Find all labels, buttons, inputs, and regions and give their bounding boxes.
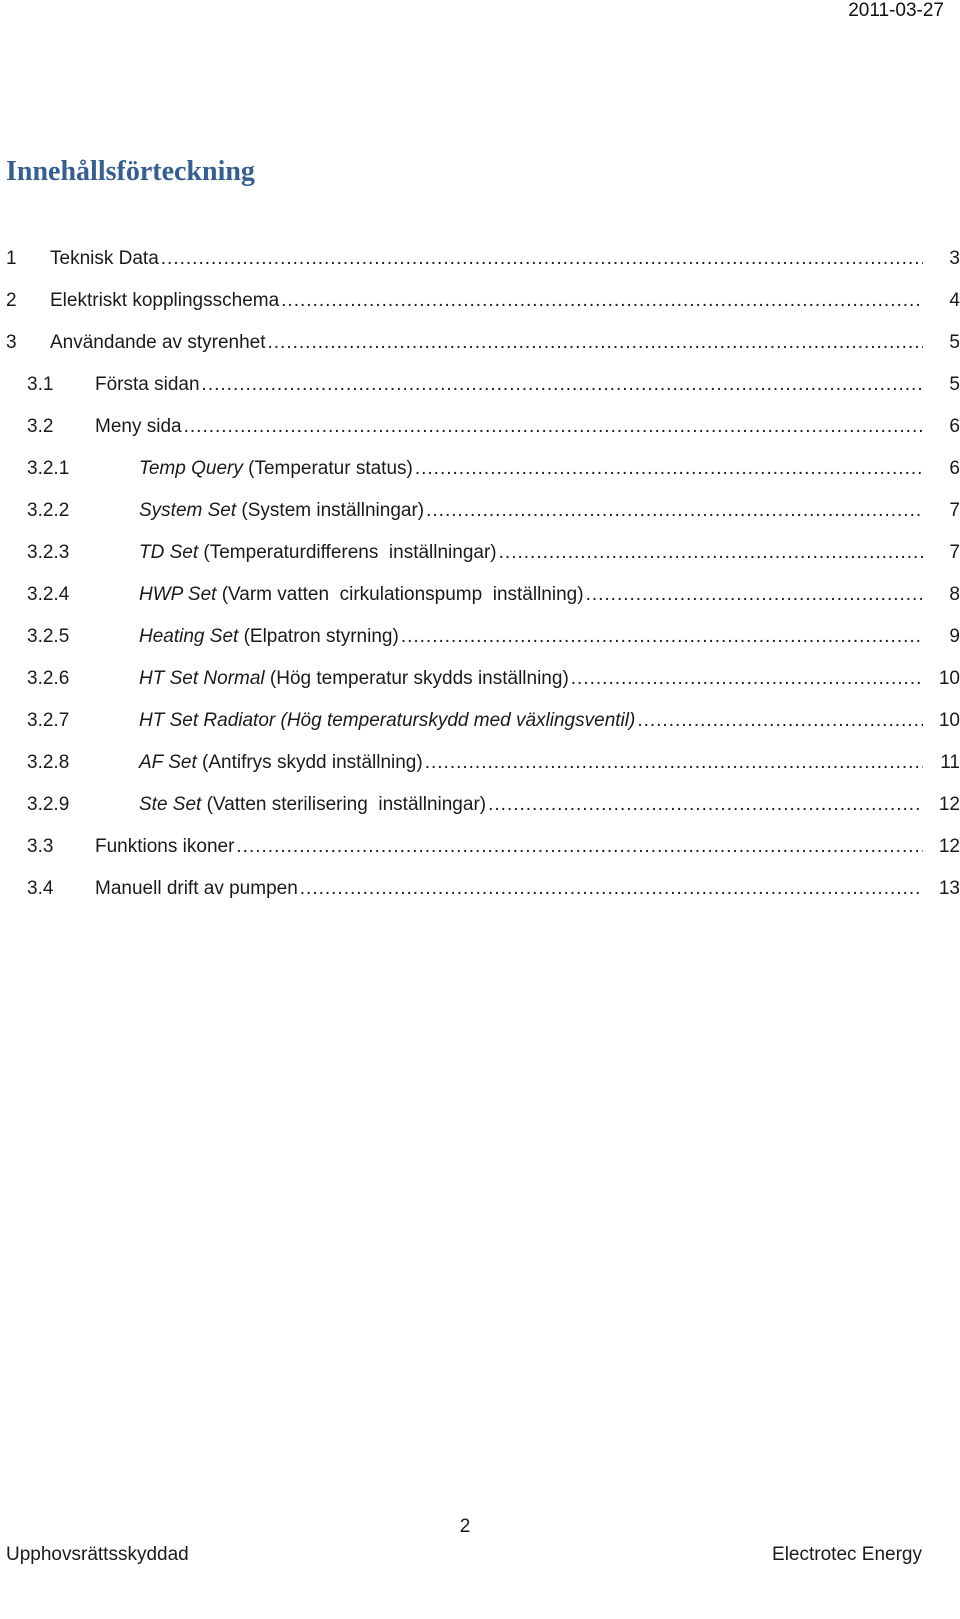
toc-entry-page: 3 [949, 248, 960, 269]
toc-entry-text [95, 834, 960, 860]
toc-entry-page: 4 [949, 290, 960, 311]
toc-entry[interactable] [6, 456, 960, 498]
toc-entry-text [139, 666, 960, 692]
toc-entry-number: 3.2 [27, 416, 54, 437]
toc-entry-page: 12 [938, 836, 960, 857]
toc-entry-number: 3.2.9 [27, 794, 70, 815]
toc-entry-italic-title: Temp Query [139, 458, 243, 479]
toc-entry-title: Manuell drift av pumpen [95, 878, 298, 899]
toc-entry-title: (Varm vatten cirkulationspump inställning) [216, 584, 584, 605]
toc-entry[interactable] [6, 750, 960, 792]
toc-entry-number: 3.2.3 [27, 542, 70, 563]
toc-entry-italic-title: AF Set [139, 752, 197, 773]
toc-entry-text [50, 288, 960, 314]
toc-dot-leader [488, 792, 923, 818]
toc-dot-leader [586, 582, 923, 608]
toc-entry-text [139, 708, 960, 734]
toc-entry-number: 3.2.1 [27, 458, 70, 479]
toc-entry-text [139, 456, 960, 482]
toc-entry-number: 3.2.8 [27, 752, 70, 773]
toc-entry-page: 12 [938, 794, 960, 815]
toc-entry-page: 10 [938, 710, 960, 731]
toc-entry[interactable] [6, 876, 960, 918]
toc-dot-leader [300, 876, 923, 902]
toc-entry-page: 8 [949, 584, 960, 605]
toc-entry-number: 3.4 [27, 878, 54, 899]
toc-entry-page: 5 [949, 374, 960, 395]
toc-entry-page: 11 [940, 752, 960, 773]
toc-dot-leader [184, 414, 923, 440]
toc-entry-title: (Antifrys skydd inställning) [196, 752, 423, 773]
toc-entry-title: Funktions ikoner [95, 836, 235, 857]
toc-entry[interactable] [6, 540, 960, 582]
toc-entry[interactable] [6, 246, 960, 288]
toc-entry-title: Teknisk Data [50, 248, 159, 269]
toc-entry-text [139, 498, 960, 524]
toc-entry-number: 3.2.4 [27, 584, 70, 605]
toc-entry[interactable] [6, 414, 960, 456]
footer-copyright: Upphovsrättsskyddad [6, 1544, 189, 1565]
toc-entry-number: 3.1 [27, 374, 54, 395]
toc-entry[interactable] [6, 288, 960, 330]
toc-dot-leader [268, 330, 924, 356]
toc-dot-leader [571, 666, 923, 692]
toc-entry[interactable] [6, 372, 960, 414]
toc-entry-page: 5 [949, 332, 960, 353]
toc-entry-italic-title: System Set [139, 500, 237, 521]
toc-entry-page: 13 [938, 878, 960, 899]
toc-entry-italic-title: HT Set Normal [139, 668, 265, 689]
toc-entry-title: (Hög temperatur skydds inställning) [264, 668, 569, 689]
toc-entry-number: 1 [6, 248, 17, 269]
toc-entry-italic-title: Ste Set [139, 794, 202, 815]
header-date: 2011-03-27 [848, 0, 944, 21]
toc-entry-text [139, 540, 960, 566]
toc-entry-italic-title: TD Set [139, 542, 199, 563]
toc-entry-text [50, 330, 960, 356]
toc-entry-number: 3.2.6 [27, 668, 70, 689]
toc-entry[interactable] [6, 792, 960, 834]
toc-entry-number: 3 [6, 332, 17, 353]
toc-entry-title: Elektriskt kopplingsschema [50, 290, 280, 311]
toc-entry[interactable] [6, 834, 960, 876]
toc-dot-leader [415, 456, 923, 482]
toc-entry-title: Användande av styrenhet [50, 332, 266, 353]
toc-entry-page: 7 [949, 500, 960, 521]
toc-entry-title: (Vatten sterilisering inställningar) [201, 794, 487, 815]
toc-dot-leader [401, 624, 923, 650]
toc-dot-leader [637, 708, 923, 734]
toc-entry[interactable] [6, 666, 960, 708]
toc-entry-italic-title: HWP Set [139, 584, 217, 605]
toc-entry-number: 3.2.2 [27, 500, 70, 521]
toc-entry-title: (Elpatron styrning) [238, 626, 399, 647]
toc-entry-page: 10 [938, 668, 960, 689]
toc-entry-italic-title: Heating Set [139, 626, 239, 647]
toc-dot-leader [281, 288, 923, 314]
toc-entry-page: 6 [949, 458, 960, 479]
toc-entry-text [139, 582, 960, 608]
toc-dot-leader [236, 834, 923, 860]
toc-entry-title: (Temperatur status) [242, 458, 413, 479]
toc-entry-text [95, 372, 960, 398]
toc-entry-number: 2 [6, 290, 17, 311]
toc-entry-title: Meny sida [95, 416, 182, 437]
toc-entry-title: (Temperaturdifferens inställningar) [198, 542, 497, 563]
toc-entry[interactable] [6, 624, 960, 666]
toc-entry-page: 9 [949, 626, 960, 647]
toc-entry[interactable] [6, 582, 960, 624]
toc-entry-number: 3.3 [27, 836, 54, 857]
toc-entry-text [50, 246, 960, 272]
toc-dot-leader [499, 540, 923, 566]
toc-entry-page: 7 [949, 542, 960, 563]
toc-entry-text [95, 414, 960, 440]
toc-title: Innehållsförteckning [6, 156, 255, 187]
toc-entry-text [139, 624, 960, 650]
toc-dot-leader [202, 372, 923, 398]
footer-company: Electrotec Energy [772, 1544, 922, 1565]
toc-entry-italic-title: HT Set Radiator (Hög temperaturskydd med växlingsventil) [139, 710, 636, 731]
toc-dot-leader [161, 246, 923, 272]
toc-dot-leader [426, 498, 923, 524]
toc-entry-number: 3.2.5 [27, 626, 70, 647]
toc-entry-page: 6 [949, 416, 960, 437]
toc-dot-leader [425, 750, 923, 776]
toc-entry-text [95, 876, 960, 902]
toc-entry-text [139, 792, 960, 818]
toc-entry-title: Första sidan [95, 374, 200, 395]
footer-page-number: 2 [459, 1516, 471, 1537]
toc-entry[interactable] [6, 708, 960, 750]
toc-entry-title: (System inställningar) [236, 500, 425, 521]
table-of-contents [6, 246, 960, 918]
toc-entry-number: 3.2.7 [27, 710, 70, 731]
toc-entry[interactable] [6, 498, 960, 540]
toc-entry-text [139, 750, 960, 776]
toc-entry[interactable] [6, 330, 960, 372]
